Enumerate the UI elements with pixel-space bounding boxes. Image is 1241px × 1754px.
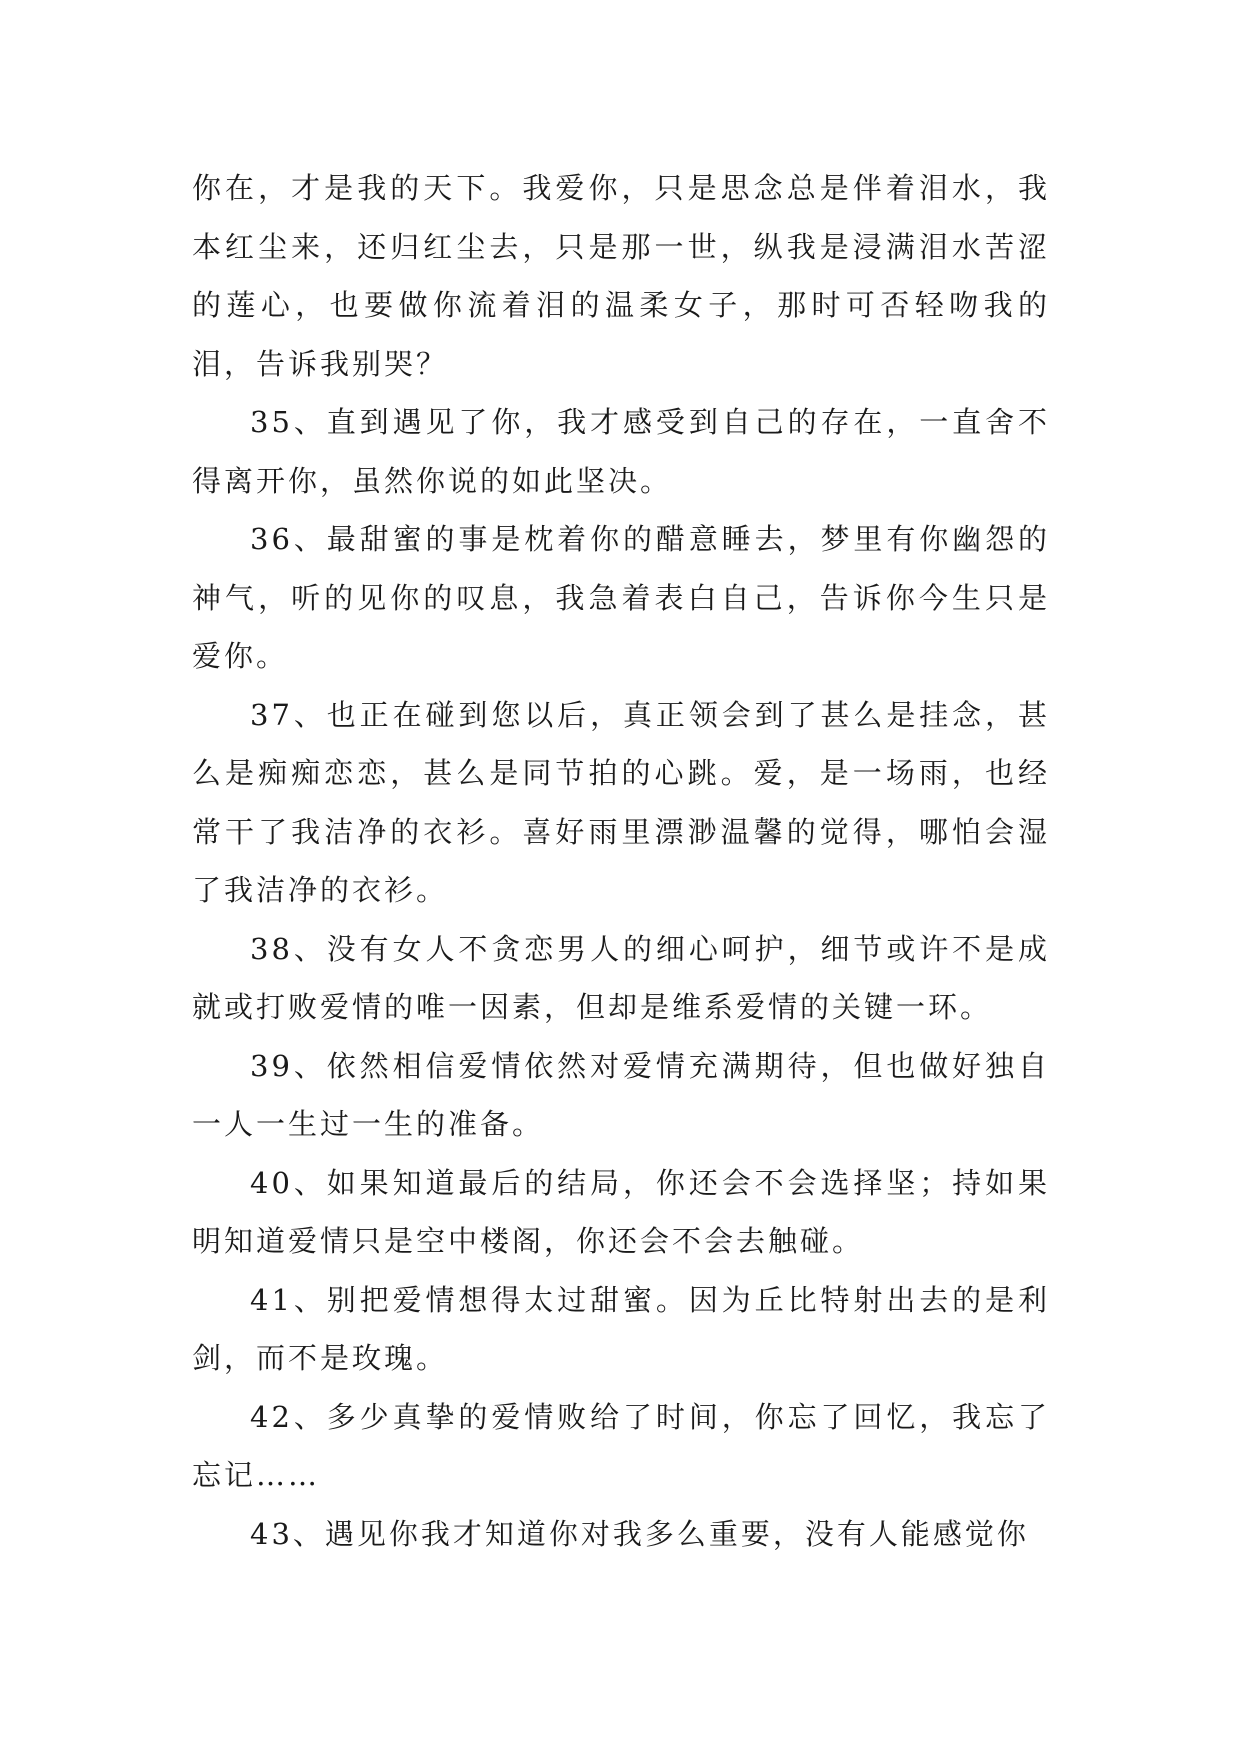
body-text <box>192 159 1050 1563</box>
paragraph: 43、遇见你我才知道你对我多么重要，没有人能感觉你 <box>250 1516 1029 1551</box>
paragraph: 36、最甜蜜的事是枕着你的醋意睡去，梦里有你幽怨的神气，听的见你的叹息，我急着表白自己，告诉你今生只是爱你。 <box>192 522 1050 673</box>
paragraph: 39、依然相信爱情依然对爱情充满期待，但也做好独自一人一生过一生的准备。 <box>192 1048 1050 1141</box>
paragraph: 42、多少真挚的爱情败给了时间，你忘了回忆，我忘了忘记…… <box>192 1399 1050 1492</box>
paragraph: 40、如果知道最后的结局，你还会不会选择坚；持如果明知道爱情只是空中楼阁，你还会不会去触碰。 <box>192 1165 1050 1258</box>
paragraph: 37、也正在碰到您以后，真正领会到了甚么是挂念，甚么是痴痴恋恋，甚么是同节拍的心跳。爱，是一场雨，也经常干了我洁净的衣衫。喜好雨里漂渺温馨的觉得，哪怕会湿了我洁净的衣衫。 <box>192 697 1050 907</box>
paragraph: 41、别把爱情想得太过甜蜜。因为丘比特射出去的是利剑，而不是玫瑰。 <box>192 1282 1050 1375</box>
paragraph: 38、没有女人不贪恋男人的细心呵护，细节或许不是成就或打败爱情的唯一因素，但却是维系爱情的关键一环。 <box>192 931 1050 1024</box>
paragraph: 你在，才是我的天下。我爱你，只是思念总是伴着泪水，我本红尘来，还归红尘去，只是那一世，纵我是浸满泪水苦涩的莲心，也要做你流着泪的温柔女子，那时可否轻吻我的泪，告诉我别哭？ <box>192 171 1050 381</box>
paragraph: 35、直到遇见了你，我才感受到自己的存在，一直舍不得离开你，虽然你说的如此坚决。 <box>192 405 1050 498</box>
